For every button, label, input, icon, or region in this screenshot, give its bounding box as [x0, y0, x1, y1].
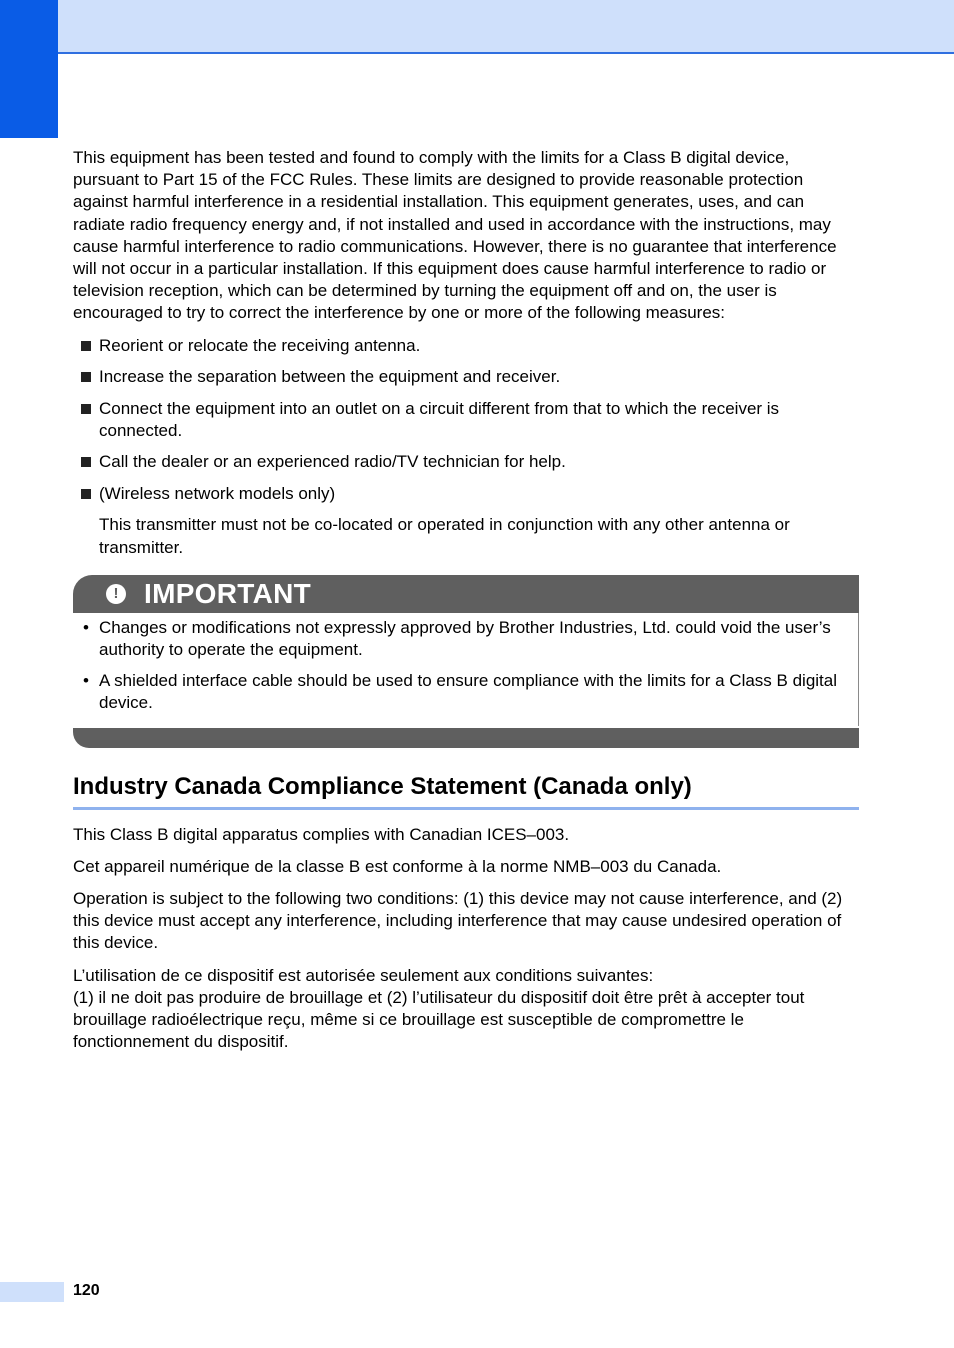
list-item: (Wireless network models only) — [73, 483, 859, 505]
list-item: Call the dealer or an experienced radio/TV technician for help. — [73, 451, 859, 473]
canada-paragraph-3: Operation is subject to the following two conditions: (1) this device may not cause interference, and (2) this device must accept any interference, including interference that may cause undesired operation of this device. — [73, 888, 843, 953]
chapter-side-tab — [0, 0, 58, 138]
bullet-dot-icon: • — [83, 671, 89, 691]
canada-paragraph-1: This Class B digital apparatus complies with Canadian ICES–003. — [73, 824, 570, 844]
square-bullet-icon — [81, 341, 91, 351]
canada-paragraph-2: Cet appareil numérique de la classe B est conforme à la norme NMB–003 du Canada. — [73, 856, 722, 876]
intro-paragraph: This equipment has been tested and found to comply with the limits for a Class B digital device, pursuant to Part 15 of the FCC Rules. These limits are designed to provide reasonable protection against harmful interference in a residential installation. This equipment generates, uses, and can radiate radio frequency energy and, if not installed and used in accordance with the instructions, may cause harmful interference to radio communications. However, there is no guarantee that interference will not occur in a particular installation. If this equipment does cause harmful interference to radio or television reception, which can be determined by turning the equipment off and on, the user is encouraged to try to correct the interference by one or more of the following measures: — [73, 148, 837, 323]
important-title: IMPORTANT — [144, 577, 312, 609]
important-body — [73, 613, 859, 726]
section-heading: Industry Canada Compliance Statement (Canada only) — [73, 772, 859, 810]
page-number-tab — [0, 1282, 64, 1302]
wireless-note: This transmitter must not be co-located or operated in conjunction with any other antenna or transmitter. — [99, 515, 790, 557]
exclamation-icon: ! — [106, 584, 126, 604]
list-item: Connect the equipment into an outlet on a circuit different from that to which the receiver is connected. — [73, 398, 859, 442]
square-bullet-icon — [81, 372, 91, 382]
important-box — [73, 575, 859, 748]
important-header — [73, 575, 859, 613]
list-item: Increase the separation between the equipment and receiver. — [73, 366, 859, 388]
page-content — [73, 147, 859, 1053]
important-list — [73, 617, 858, 715]
important-footer-bar — [73, 728, 859, 748]
list-item: • A shielded interface cable should be used to ensure compliance with the limits for a Class B digital device. — [83, 671, 838, 713]
canada-paragraph-4-line-1: L’utilisation de ce dispositif est autorisée seulement aux conditions suivantes: — [73, 965, 654, 985]
square-bullet-icon — [81, 457, 91, 467]
page-number: 120 — [73, 1282, 100, 1299]
header-band — [0, 0, 954, 54]
square-bullet-icon — [81, 489, 91, 499]
bullet-dot-icon: • — [83, 617, 89, 637]
list-item: • Changes or modifications not expressly approved by Brother Industries, Ltd. could void the user’s authority to operate the equipment. — [83, 617, 831, 659]
canada-section — [73, 824, 859, 1054]
canada-paragraph-4-line-2: (1) il ne doit pas produire de brouillage et (2) l’utilisateur du dispositif doit être prêt à accepter tout brouillage radioélectrique reçu, même si ce brouillage est susceptible de compromettre le fonctionnement du dispositif. — [73, 987, 805, 1052]
square-bullet-icon — [81, 404, 91, 414]
list-item: Reorient or relocate the receiving antenna. — [73, 335, 859, 357]
measures-list — [73, 335, 859, 505]
